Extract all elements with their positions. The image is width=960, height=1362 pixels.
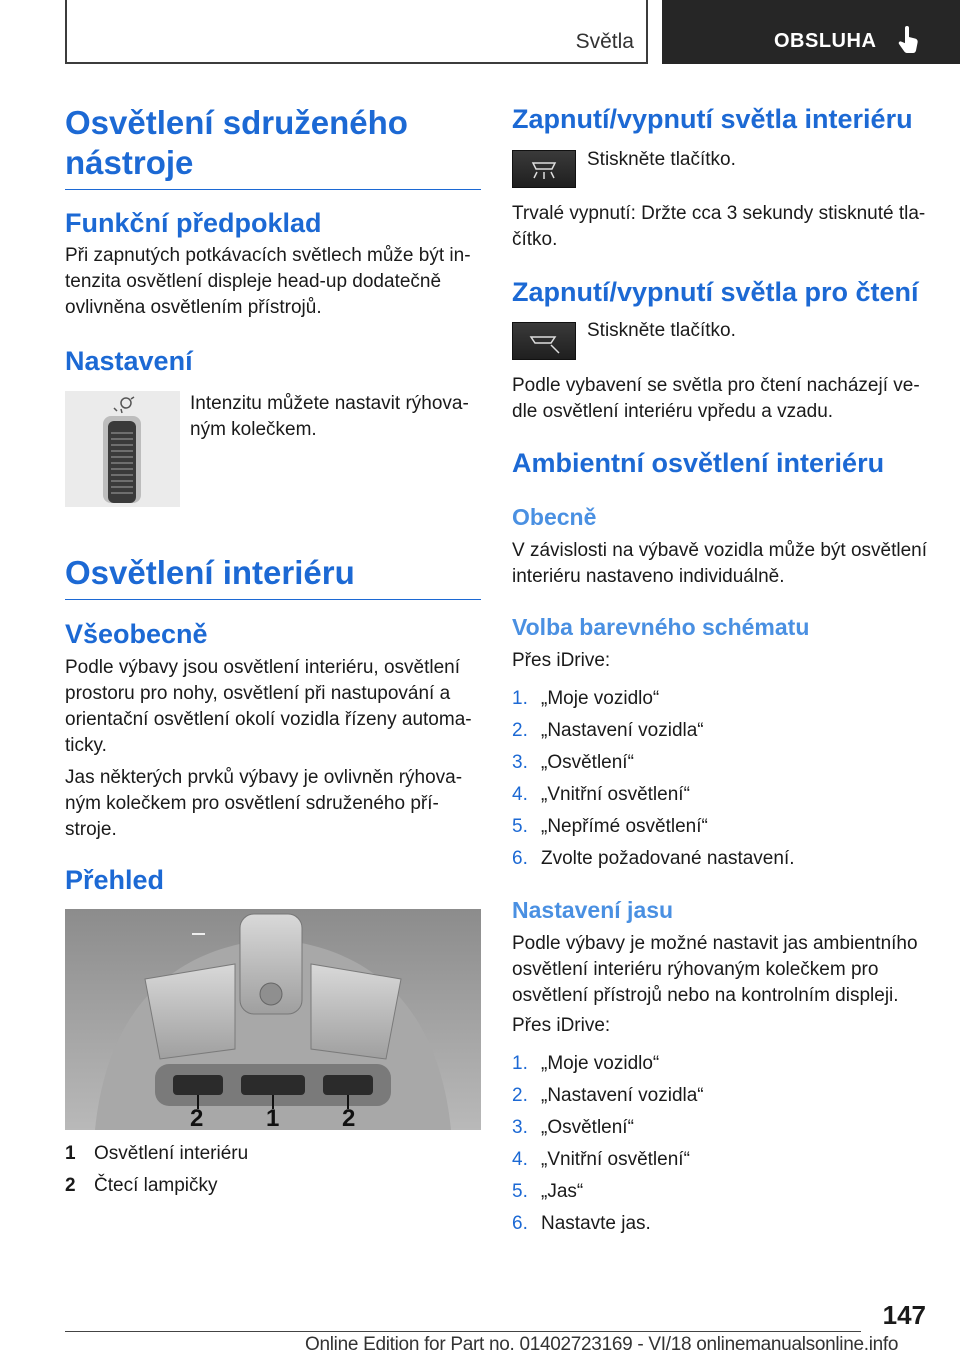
page-number: 147 bbox=[882, 1300, 926, 1330]
step-text: Zvolte požadované nastavení. bbox=[541, 848, 795, 869]
heading-h1: Osvětlení sdruženého nástroje bbox=[65, 103, 481, 190]
step-number: 5. bbox=[512, 816, 528, 837]
photo-legend bbox=[65, 1138, 481, 1202]
heading-color-scheme: Volba barevného schématu bbox=[512, 614, 810, 640]
step-number: 6. bbox=[512, 1213, 528, 1234]
step-number: 4. bbox=[512, 784, 528, 805]
step-text: „Moje vozidlo“ bbox=[541, 1053, 660, 1074]
overhead-console-photo bbox=[65, 909, 481, 1130]
step-text: „Vnitřní osvětlení“ bbox=[541, 784, 690, 805]
heading-instrument-lighting bbox=[65, 103, 481, 190]
header-section-tab bbox=[65, 0, 648, 64]
list-item bbox=[512, 683, 928, 715]
footer-divider bbox=[65, 1331, 861, 1332]
general-text-1: Podle výbavy jsou osvětlení interiéru, osvětlení prostoru pro nohy, osvětlení při nastupování a orientační osvětlení okolí vozidla řízeny automaticky. bbox=[65, 657, 472, 756]
step-text: „Moje vozidlo“ bbox=[541, 688, 660, 709]
list-item bbox=[512, 811, 928, 843]
heading-overview: Přehled bbox=[65, 865, 165, 895]
step-number: 1. bbox=[512, 688, 528, 709]
list-item bbox=[512, 1208, 928, 1240]
step-number: 6. bbox=[512, 848, 528, 869]
thumbwheel-image bbox=[65, 391, 180, 507]
step-number: 1. bbox=[512, 1053, 528, 1074]
heading-prerequisite: Funkční předpoklad bbox=[65, 208, 322, 238]
callout-label: 1 bbox=[266, 1105, 280, 1132]
heading-h1: Osvětlení interiéru bbox=[65, 553, 481, 600]
step-text: „Nepřímé osvětlení“ bbox=[541, 816, 708, 837]
step-number: 3. bbox=[512, 1117, 528, 1138]
callout-label: 2 bbox=[190, 1105, 204, 1132]
heading-interior-light-toggle: Zapnutí/vypnutí světla interiéru bbox=[512, 104, 913, 134]
setting-text: Intenzitu můžete nastavit rýhovaným kolečkem. bbox=[190, 393, 469, 440]
step-text: „Nastavení vozidla“ bbox=[541, 1085, 704, 1106]
heading-reading-light-toggle: Zapnutí/vypnutí světla pro čtení bbox=[512, 277, 919, 307]
reading-light-text: Podle vybavení se světla pro čtení nacházejí vedle osvětlení interiéru vpředu a vzadu. bbox=[512, 375, 920, 422]
pointing-hand-icon bbox=[898, 26, 920, 54]
step-text: „Osvětlení“ bbox=[541, 1117, 634, 1138]
interior-light-button-image bbox=[512, 150, 576, 188]
section-title: Světla bbox=[575, 30, 634, 53]
overhead-console-image bbox=[65, 909, 481, 1130]
reading-light-icon bbox=[513, 323, 575, 359]
header-chapter-tab bbox=[662, 0, 960, 64]
brightness-steps bbox=[512, 1048, 928, 1240]
heading-ambient-lighting: Ambientní osvětlení interiéru bbox=[512, 448, 885, 478]
list-item bbox=[512, 1112, 928, 1144]
callout-label: 2 bbox=[342, 1105, 356, 1132]
step-text: „Nastavení vozidla“ bbox=[541, 720, 704, 741]
chapter-title: OBSLUHA bbox=[774, 30, 877, 52]
step-text: Nastavte jas. bbox=[541, 1213, 651, 1234]
list-item bbox=[512, 1144, 928, 1176]
legend-row bbox=[65, 1138, 481, 1170]
step-number: 3. bbox=[512, 752, 528, 773]
step-text: „Osvětlení“ bbox=[541, 752, 634, 773]
color-scheme-steps bbox=[512, 683, 928, 875]
prerequisite-text: Při zapnutých potkávacích světlech může být intenzita osvětlení displeje head-up dodatečně ovlivněna osvětlením přístrojů. bbox=[65, 245, 471, 318]
list-item bbox=[512, 1080, 928, 1112]
list-item bbox=[512, 1048, 928, 1080]
legend-text: Čtecí lampičky bbox=[94, 1175, 218, 1196]
list-item bbox=[512, 715, 928, 747]
heading-interior-lighting bbox=[65, 553, 481, 600]
list-item bbox=[512, 843, 928, 875]
list-item bbox=[512, 747, 928, 779]
legend-row bbox=[65, 1170, 481, 1202]
legend-text: Osvětlení interiéru bbox=[94, 1143, 249, 1164]
ambient-general-text: V závislosti na výbavě vozidla může být osvětlení interiéru nastaveno individuálně. bbox=[512, 540, 928, 587]
step-number: 2. bbox=[512, 1085, 528, 1106]
step-text: „Jas“ bbox=[541, 1181, 584, 1202]
general-text-2: Jas některých prvků výbavy je ovlivněn rýhovaným kolečkem pro osvětlení sdruženého přístroje. bbox=[65, 767, 463, 840]
step-number: 4. bbox=[512, 1149, 528, 1170]
interior-light-icon bbox=[513, 151, 575, 187]
heading-setting: Nastavení bbox=[65, 346, 193, 376]
reading-press-text: Stiskněte tlačítko. bbox=[587, 320, 736, 341]
heading-brightness: Nastavení jasu bbox=[512, 897, 674, 923]
legend-number: 2 bbox=[65, 1175, 76, 1196]
reading-light-button-image bbox=[512, 322, 576, 360]
scheme-intro: Přes iDrive: bbox=[512, 650, 611, 671]
interior-permanent-off-text: Trvalé vypnutí: Držte cca 3 sekundy stisknuté tlačítko. bbox=[512, 203, 926, 250]
heading-ambient-general: Obecně bbox=[512, 504, 597, 530]
step-number: 2. bbox=[512, 720, 528, 741]
list-item bbox=[512, 1176, 928, 1208]
watermark-site: Online Edition for Part no. 01402723169 - VI/18 onlinemanualsonline.info bbox=[305, 1334, 899, 1355]
list-item bbox=[512, 779, 928, 811]
interior-press-text: Stiskněte tlačítko. bbox=[587, 149, 736, 170]
heading-general: Všeobecně bbox=[65, 619, 208, 649]
brightness-intro: Přes iDrive: bbox=[512, 1015, 611, 1036]
legend-number: 1 bbox=[65, 1143, 76, 1164]
thumbwheel-icon bbox=[65, 391, 180, 507]
step-number: 5. bbox=[512, 1181, 528, 1202]
step-text: „Vnitřní osvětlení“ bbox=[541, 1149, 690, 1170]
brightness-text: Podle výbavy je možné nastavit jas ambientního osvětlení interiéru rýhovaným kolečkem pro osvětlení přístrojů nebo na kontrolním displeji. bbox=[512, 933, 918, 1006]
